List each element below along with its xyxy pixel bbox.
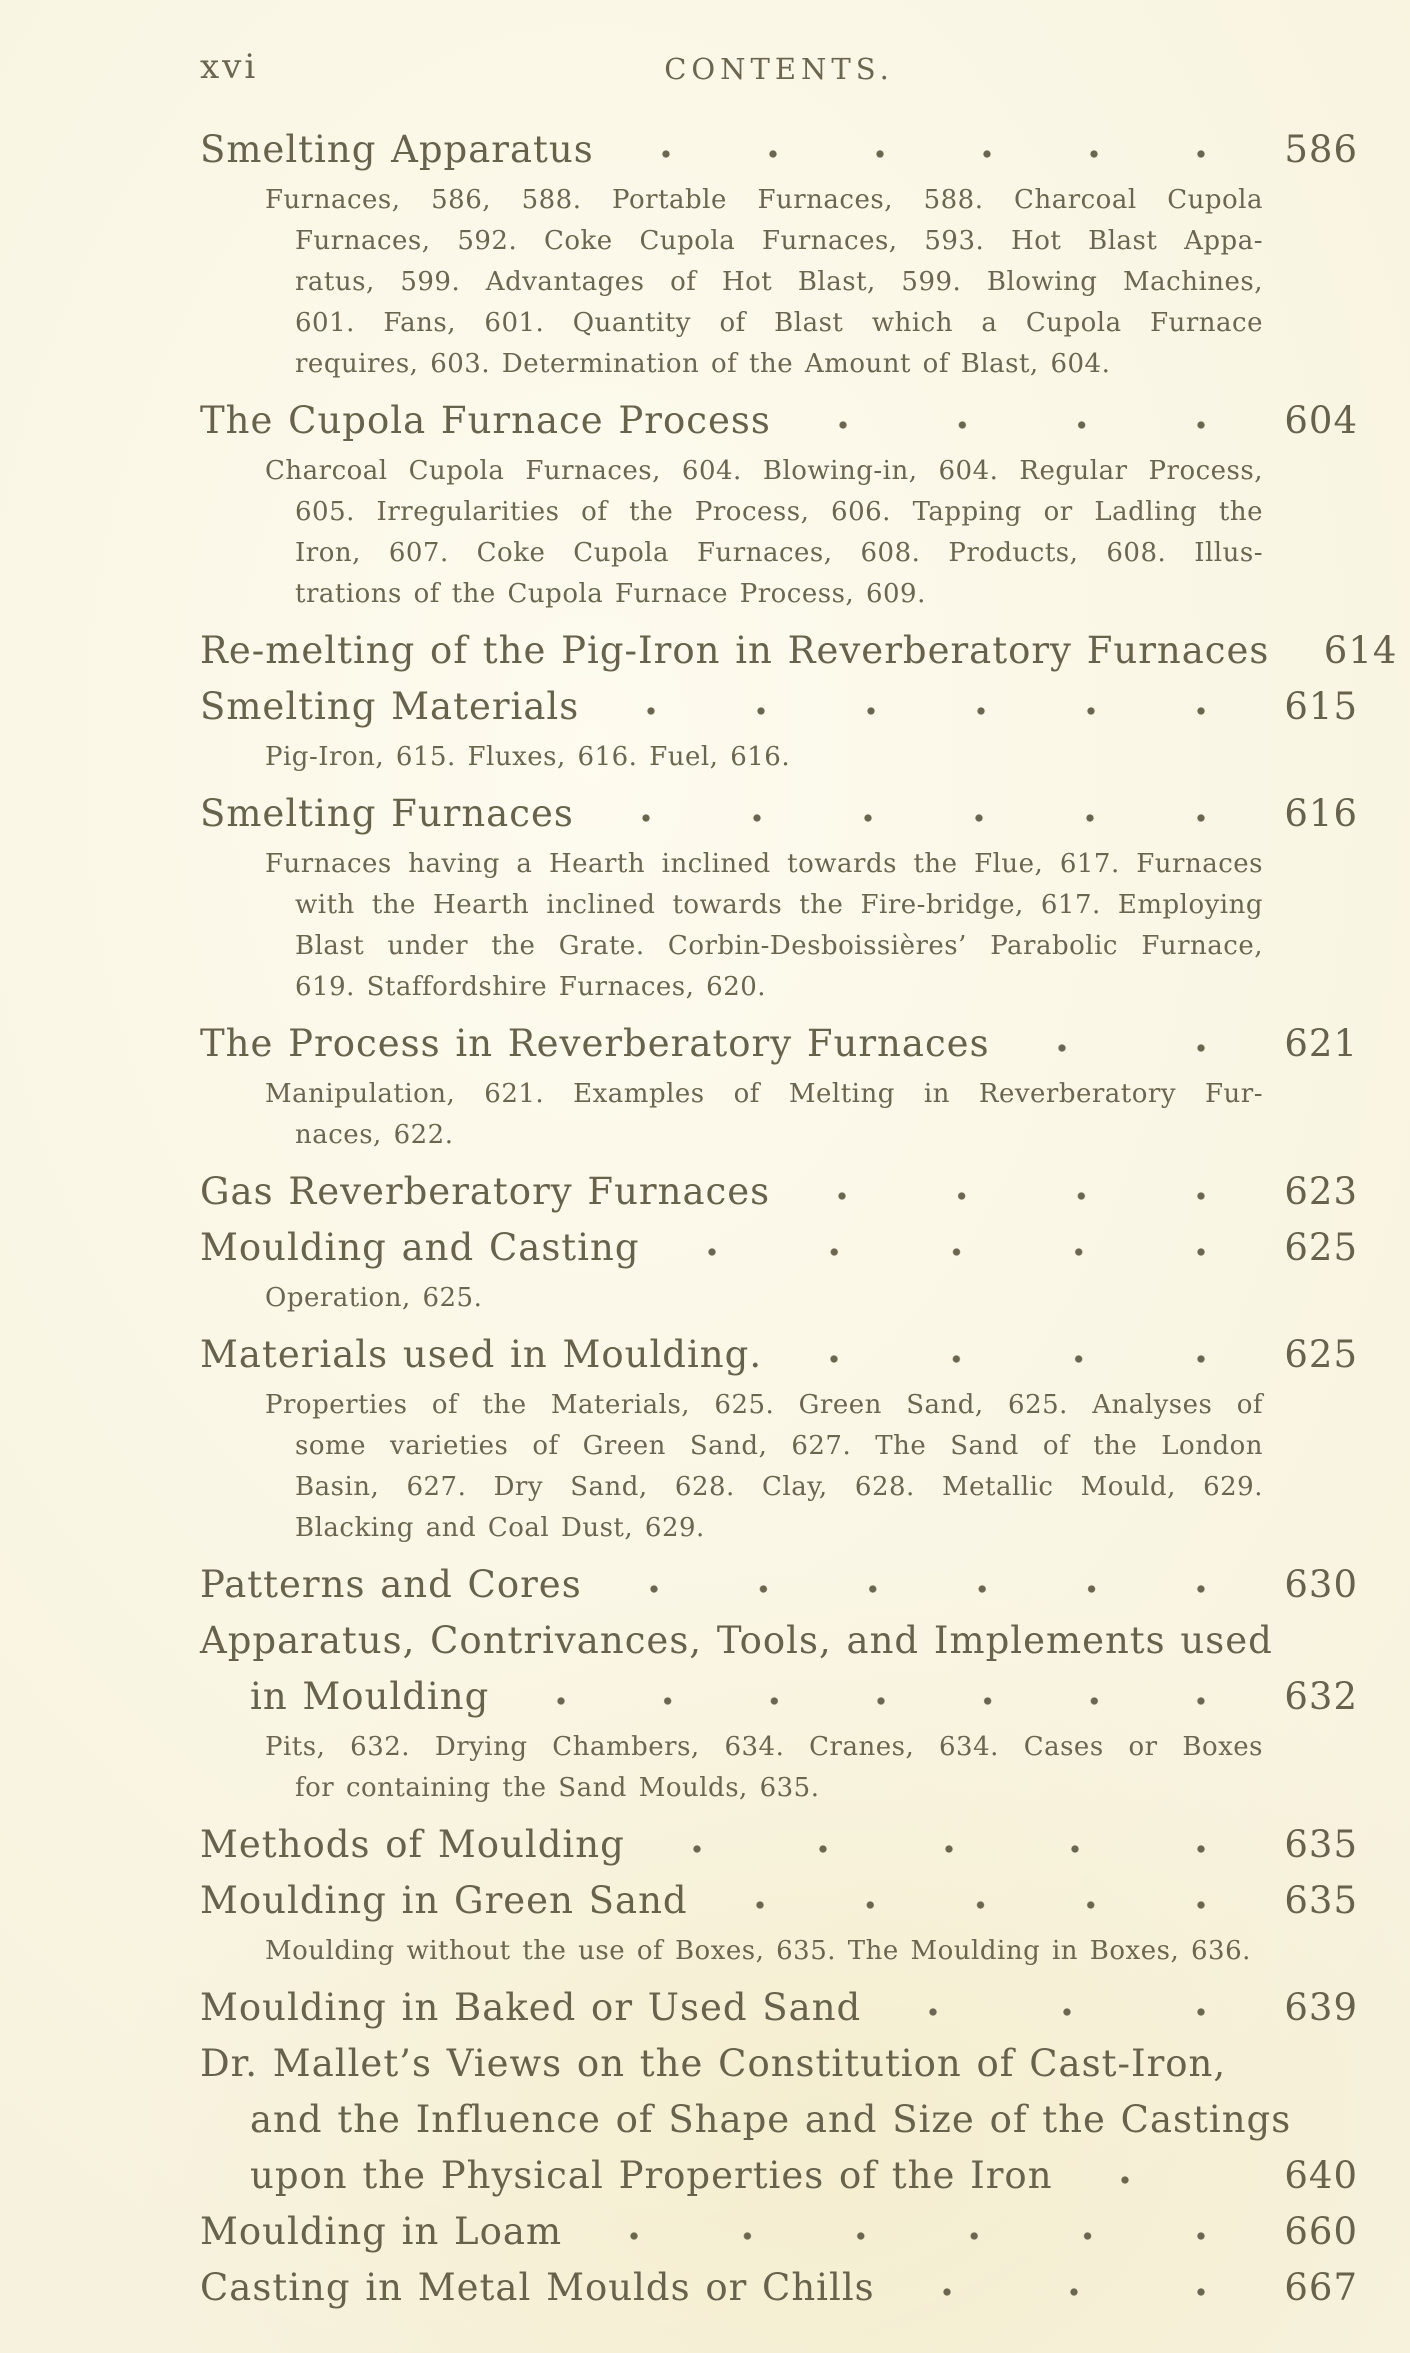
toc-entry-title-row bbox=[200, 2148, 1358, 2204]
toc-entry-subtopics bbox=[265, 737, 1263, 778]
toc-subtopic-line: Furnaces having a Hearth inclined towards the Flue, 617. Furnaces bbox=[265, 849, 1263, 879]
toc-entry-title-row bbox=[200, 786, 1358, 842]
toc-entry-subtopics bbox=[265, 1931, 1263, 1972]
toc-subtopic-line: Pits, 632. Drying Chambers, 634. Cranes, 634. Cases or Boxes bbox=[265, 1732, 1263, 1762]
toc-entry bbox=[200, 2036, 1358, 2204]
toc-entry-title-row bbox=[200, 1327, 1358, 1383]
toc-entry-title: Dr. Mallet’s Views on the Constitution of Cast-Iron, bbox=[200, 2042, 1227, 2085]
dot-leader bbox=[584, 2232, 1252, 2244]
toc-entry-page: 630 bbox=[1284, 1563, 1358, 1606]
dot-leader bbox=[604, 1585, 1252, 1597]
toc-entry-title: Re-melting of the Pig-Iron in Reverberatory Furnaces bbox=[200, 629, 1270, 672]
toc-subtopic-line: trations of the Cupola Furnace Process, 609. bbox=[295, 579, 926, 609]
toc-subtopic-line: Operation, 625. bbox=[265, 1283, 483, 1313]
toc-entry-title: The Process in Reverberatory Furnaces bbox=[200, 1022, 990, 1065]
toc-entry-subtopics bbox=[265, 1074, 1263, 1156]
toc-entry-title-row bbox=[200, 1669, 1358, 1725]
dot-leader bbox=[647, 1845, 1252, 1857]
toc-entry-title: Gas Reverberatory Furnaces bbox=[200, 1170, 771, 1213]
toc-entry-title-row bbox=[200, 1016, 1358, 1072]
dot-leader bbox=[793, 421, 1252, 433]
toc-entry-page: 625 bbox=[1284, 1226, 1358, 1269]
toc-entry-subtopics bbox=[265, 451, 1263, 615]
toc-subtopic-line: Manipulation, 621. Examples of Melting in Reverberatory Fur- bbox=[265, 1079, 1263, 1109]
toc-entry-page: 635 bbox=[1284, 1879, 1358, 1922]
toc-entry-title-row bbox=[200, 623, 1398, 679]
toc-entry-title: Casting in Metal Moulds or Chills bbox=[200, 2266, 875, 2309]
toc-entry-title-row bbox=[200, 2204, 1358, 2260]
page-folio: xvi bbox=[200, 47, 259, 87]
toc-entry-page: 635 bbox=[1284, 1823, 1358, 1866]
dot-leader bbox=[710, 1901, 1252, 1913]
dot-leader bbox=[662, 1248, 1252, 1260]
toc-entry-title-row bbox=[200, 2036, 1358, 2092]
toc-subtopic-line: 605. Irregularities of the Process, 606. Tapping or Ladling the bbox=[295, 497, 1263, 527]
toc-subtopic-line: Basin, 627. Dry Sand, 628. Clay, 628. Metallic Mould, 629. bbox=[295, 1472, 1263, 1502]
page-content bbox=[200, 0, 1398, 2316]
toc-subtopic-line: some varieties of Green Sand, 627. The Sand of the London bbox=[295, 1431, 1263, 1461]
toc-entry-title: Materials used in Moulding. bbox=[200, 1333, 763, 1376]
dot-leader bbox=[1012, 1044, 1252, 1056]
toc-entry-title: Smelting Materials bbox=[200, 685, 580, 728]
toc-entry bbox=[200, 393, 1358, 615]
toc-subtopic-line: requires, 603. Determination of the Amount of Blast, 604. bbox=[295, 349, 1111, 379]
toc-entry-subtopics bbox=[265, 1278, 1263, 1319]
toc-entry bbox=[200, 1220, 1358, 1319]
dot-leader bbox=[792, 1192, 1252, 1204]
toc-entry-title: Smelting Apparatus bbox=[200, 128, 594, 171]
toc-entry-subtopics bbox=[265, 1385, 1263, 1549]
toc-entry bbox=[200, 1016, 1358, 1156]
toc-entry-page: 640 bbox=[1284, 2154, 1358, 2197]
toc-entry-page: 623 bbox=[1284, 1170, 1358, 1213]
toc-entry-page: 621 bbox=[1284, 1022, 1358, 1065]
toc-subtopic-line: naces, 622. bbox=[295, 1120, 454, 1150]
toc-subtopic-line: Furnaces, 592. Coke Cupola Furnaces, 593. Hot Blast Appa- bbox=[295, 226, 1263, 256]
toc-entry bbox=[200, 1164, 1358, 1220]
toc-list bbox=[200, 122, 1398, 2316]
toc-entry-title: Moulding in Green Sand bbox=[200, 1879, 688, 1922]
toc-entry-title-row bbox=[200, 1220, 1358, 1276]
toc-entry-title-row bbox=[200, 1164, 1358, 1220]
toc-entry-title-row bbox=[200, 2260, 1358, 2316]
toc-entry-title: Methods of Moulding bbox=[200, 1823, 625, 1866]
toc-entry-title-row bbox=[200, 122, 1358, 178]
toc-entry-title: Moulding and Casting bbox=[200, 1226, 640, 1269]
toc-entry-page: 614 bbox=[1323, 629, 1398, 672]
toc-entry-title: in Moulding bbox=[250, 1675, 490, 1718]
toc-entry-page: 604 bbox=[1284, 399, 1358, 442]
toc-entry-subtopics bbox=[265, 180, 1263, 385]
toc-entry-title-row bbox=[200, 2092, 1358, 2148]
toc-entry bbox=[200, 1557, 1358, 1613]
toc-entry-title: Apparatus, Contrivances, Tools, and Implements used bbox=[200, 1619, 1273, 1662]
dot-leader bbox=[897, 2288, 1252, 2300]
toc-entry-title-row bbox=[200, 1613, 1358, 1669]
toc-entry-title-row bbox=[200, 679, 1358, 735]
toc-subtopic-line: Properties of the Materials, 625. Green Sand, 625. Analyses of bbox=[265, 1390, 1263, 1420]
toc-subtopic-line: Furnaces, 586, 588. Portable Furnaces, 588. Charcoal Cupola bbox=[265, 185, 1263, 215]
toc-entry-title: Moulding in Loam bbox=[200, 2210, 563, 2253]
dot-leader bbox=[616, 150, 1252, 162]
toc-entry-page: 632 bbox=[1284, 1675, 1358, 1718]
toc-entry-title: and the Influence of Shape and Size of the Castings bbox=[250, 2098, 1292, 2141]
toc-entry bbox=[200, 2260, 1358, 2316]
toc-entry-title-row bbox=[200, 1817, 1358, 1873]
toc-entry-page: 615 bbox=[1284, 685, 1358, 728]
dot-leader bbox=[784, 1355, 1252, 1367]
toc-entry-page: 625 bbox=[1284, 1333, 1358, 1376]
toc-entry-title: upon the Physical Properties of the Iron bbox=[250, 2154, 1053, 2197]
toc-entry-title-row bbox=[200, 1873, 1358, 1929]
toc-entry bbox=[200, 623, 1398, 679]
toc-entry bbox=[200, 786, 1358, 1008]
toc-entry-page: 660 bbox=[1284, 2210, 1358, 2253]
toc-subtopic-line: for containing the Sand Moulds, 635. bbox=[295, 1773, 820, 1803]
toc-subtopic-line: 619. Staffordshire Furnaces, 620. bbox=[295, 972, 767, 1002]
toc-entry-page: 616 bbox=[1284, 792, 1358, 835]
toc-entry bbox=[200, 2204, 1358, 2260]
toc-subtopic-line: with the Hearth inclined towards the Fire-bridge, 617. Employing bbox=[295, 890, 1263, 920]
toc-subtopic-line: Blast under the Grate. Corbin-Desboissières’ Parabolic Furnace, bbox=[295, 931, 1263, 961]
toc-entry-title-row bbox=[200, 1980, 1358, 2036]
running-head: CONTENTS. bbox=[664, 52, 894, 86]
toc-entry bbox=[200, 1327, 1358, 1549]
toc-entry bbox=[200, 1613, 1358, 1809]
toc-subtopic-line: Iron, 607. Coke Cupola Furnaces, 608. Products, 608. Illus- bbox=[295, 538, 1263, 568]
toc-entry-title: Patterns and Cores bbox=[200, 1563, 582, 1606]
dot-leader bbox=[601, 707, 1252, 719]
toc-entry-page: 586 bbox=[1284, 128, 1358, 171]
dot-leader bbox=[1075, 2176, 1252, 2188]
dot-leader bbox=[883, 2008, 1252, 2020]
toc-entry-page: 667 bbox=[1284, 2266, 1358, 2309]
toc-entry-page: 639 bbox=[1284, 1986, 1358, 2029]
toc-entry bbox=[200, 1873, 1358, 1972]
toc-subtopic-line: Blacking and Coal Dust, 629. bbox=[295, 1513, 705, 1543]
toc-entry bbox=[200, 122, 1358, 385]
toc-entry-title-row bbox=[200, 1557, 1358, 1613]
toc-entry-title-row bbox=[200, 393, 1358, 449]
toc-subtopic-line: Charcoal Cupola Furnaces, 604. Blowing-in, 604. Regular Process, bbox=[265, 456, 1263, 486]
toc-entry bbox=[200, 1817, 1358, 1873]
toc-subtopic-line: Pig-Iron, 615. Fluxes, 616. Fuel, 616. bbox=[265, 742, 791, 772]
toc-entry-subtopics bbox=[265, 1727, 1263, 1809]
toc-entry-title: Smelting Furnaces bbox=[200, 792, 574, 835]
page-header bbox=[200, 46, 1358, 88]
toc-subtopic-line: Moulding without the use of Boxes, 635. The Moulding in Boxes, 636. bbox=[265, 1936, 1251, 1966]
toc-subtopic-line: ratus, 599. Advantages of Hot Blast, 599. Blowing Machines, bbox=[295, 267, 1263, 297]
toc-entry-title: Moulding in Baked or Used Sand bbox=[200, 1986, 862, 2029]
toc-entry-title: The Cupola Furnace Process bbox=[200, 399, 771, 442]
toc-entry bbox=[200, 679, 1358, 778]
toc-subtopic-line: 601. Fans, 601. Quantity of Blast which a Cupola Furnace bbox=[295, 308, 1263, 338]
toc-entry bbox=[200, 1980, 1358, 2036]
toc-entry-subtopics bbox=[265, 844, 1263, 1008]
dot-leader bbox=[511, 1697, 1252, 1709]
dot-leader bbox=[596, 814, 1252, 826]
